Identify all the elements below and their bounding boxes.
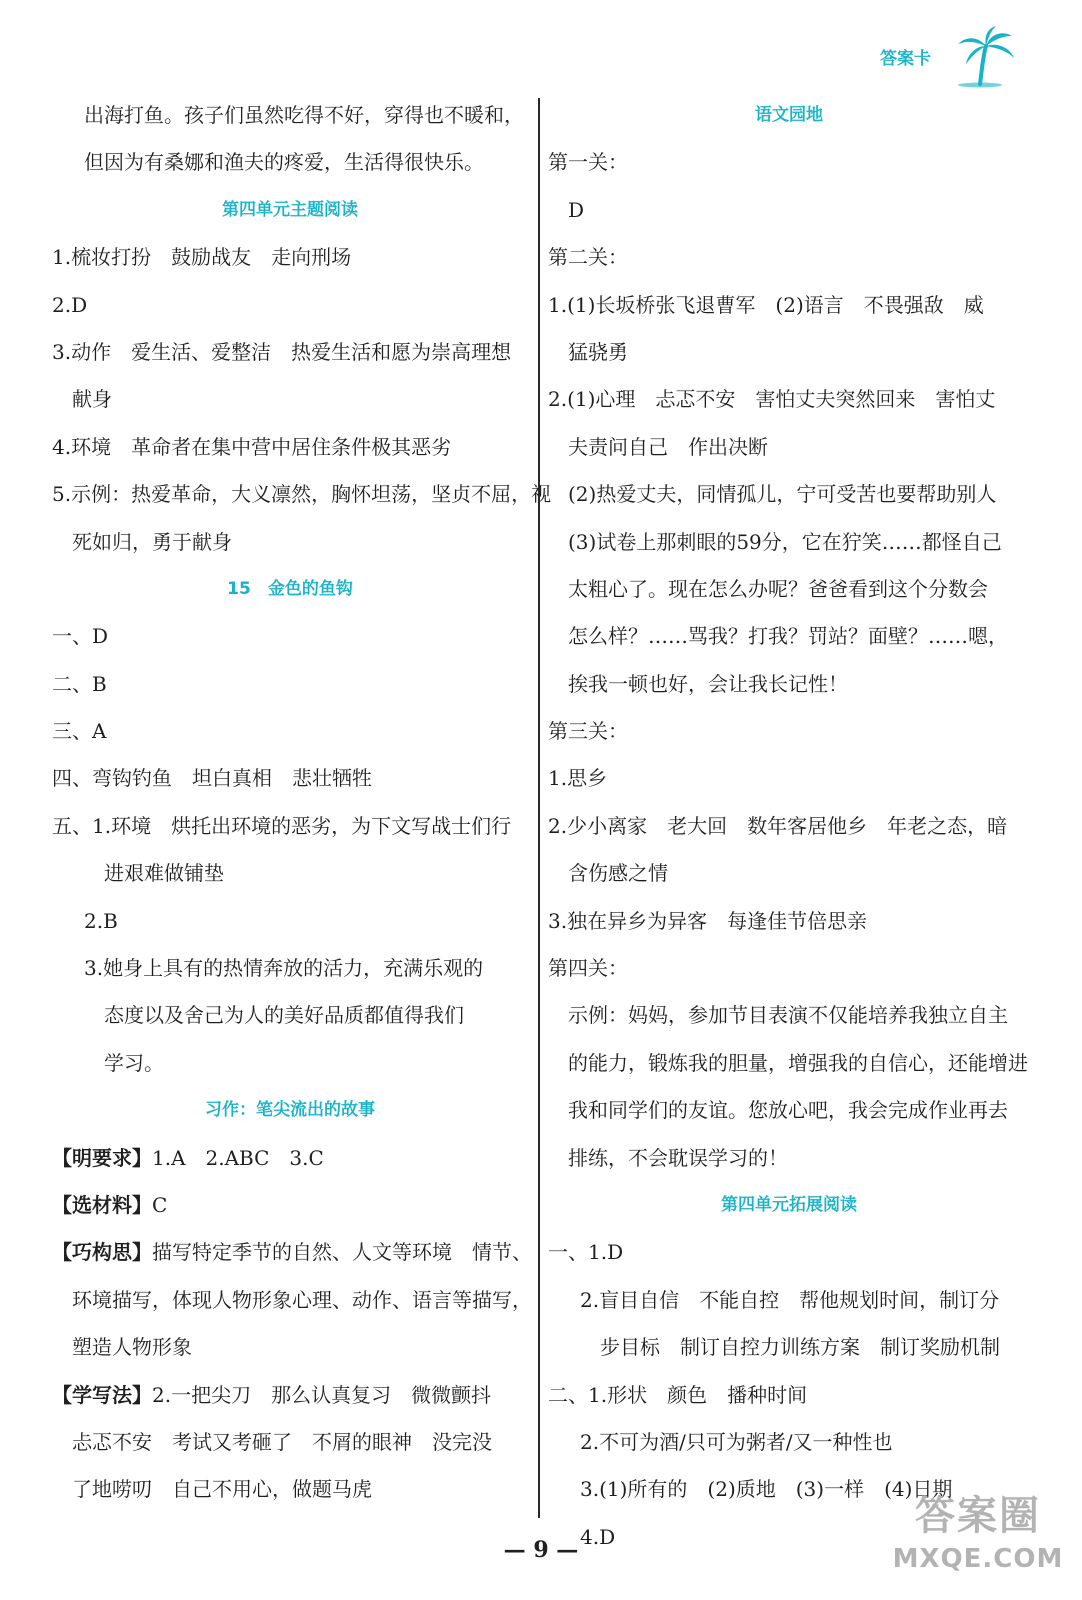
answer-line: 塑造人物形象	[72, 1335, 192, 1360]
answer-line: 怎么样？……骂我？打我？罚站？面壁？……嗯，	[568, 624, 1008, 649]
answer-line: 二、B	[52, 671, 107, 696]
answer-text: 2.一把尖刀 那么认真复习 微微颤抖	[152, 1382, 492, 1407]
answer-line: 第二关：	[548, 245, 628, 270]
answer-line: 2.不可为酒/只可为粥者/又一种性也	[580, 1429, 893, 1454]
section-heading: 第四单元主题阅读	[222, 199, 358, 220]
answer-line: 太粗心了。现在怎么办呢？爸爸看到这个分数会	[568, 576, 988, 601]
palm-tree-icon	[950, 24, 1018, 88]
answer-line: 1.(1)长坂桥张飞退曹军 (2)语言 不畏强敌 威	[548, 292, 984, 317]
answer-line: 步目标 制订自控力训练方案 制订奖励机制	[600, 1335, 1000, 1360]
answer-tag: 【学写法】	[52, 1382, 152, 1407]
answer-line: 了地唠叨 自己不用心，做题马虎	[72, 1477, 372, 1502]
answer-line: 的能力，锻炼我的胆量，增强我的自信心，还能增进	[568, 1050, 1028, 1075]
answer-line: 4.环境 革命者在集中营中居住条件极其恶劣	[52, 434, 452, 459]
answer-line: 二、1.形状 颜色 播种时间	[548, 1382, 808, 1407]
answer-line: 第三关：	[548, 719, 628, 744]
answer-line: 态度以及舍己为人的美好品质都值得我们	[104, 1003, 464, 1028]
page-number: — 9 —	[503, 1537, 579, 1563]
watermark-url: MXQE.COM	[892, 1544, 1064, 1574]
answer-line: 但因为有桑娜和渔夫的疼爱，生活得很快乐。	[84, 150, 484, 175]
answer-line: 第四关：	[548, 956, 628, 981]
answer-line: 三、A	[52, 719, 107, 744]
answer-tag: 【选材料】	[52, 1192, 152, 1217]
answer-line: 学习。	[104, 1050, 164, 1075]
answer-line: 示例：妈妈，参加节目表演不仅能培养我独立自主	[568, 1003, 1008, 1028]
answer-line: 2.D	[52, 292, 88, 317]
answer-line: 3.独在异乡为异客 每逢佳节倍思亲	[548, 908, 868, 933]
answer-line: 含伤感之情	[568, 861, 668, 886]
answer-line	[52, 1182, 528, 1229]
answer-tag: 【明要求】	[52, 1145, 152, 1170]
section-heading: 语文园地	[755, 105, 823, 125]
answer-line: 死如归，勇于献身	[72, 529, 232, 554]
watermark-title: 答案圈	[915, 1493, 1041, 1539]
answer-line: 一、1.D	[548, 1240, 624, 1265]
watermark	[888, 1490, 1068, 1590]
answer-tag: 【巧构思】	[52, 1240, 152, 1265]
section-heading: 15 金色的鱼钩	[227, 578, 353, 599]
answer-line: 排练，不会耽误学习的！	[568, 1145, 788, 1170]
answer-line: 一、D	[52, 624, 109, 649]
answer-line: 忐忑不安 考试又考砸了 不屑的眼神 没完没	[72, 1429, 492, 1454]
answer-line: 四、弯钩钓鱼 坦白真相 悲壮牺牲	[52, 766, 372, 791]
column-divider	[538, 98, 540, 1518]
answer-line: D	[568, 197, 585, 222]
answer-line: 夫责问自己 作出决断	[568, 434, 768, 459]
answer-line	[52, 1229, 532, 1276]
answer-line: 挨我一顿也好，会让我长记性！	[568, 671, 848, 696]
answer-text: C	[152, 1192, 168, 1217]
answer-text: 描写特定季节的自然、人文等环境 情节、	[152, 1240, 532, 1265]
answer-line: 3.她身上具有的热情奔放的活力，充满乐观的	[84, 956, 484, 981]
answer-line	[52, 1135, 528, 1182]
right-column	[548, 92, 1030, 1561]
answer-line: 出海打鱼。孩子们虽然吃得不好，穿得也不暖和，	[84, 103, 524, 127]
answer-text: 1.A 2.ABC 3.C	[152, 1145, 324, 1170]
answer-line: 2.(1)心理 忐忑不安 害怕丈夫突然回来 害怕丈	[548, 387, 996, 412]
answer-line: 3.(1)所有的 (2)质地 (3)一样 (4)日期	[580, 1477, 953, 1502]
answer-line: 环境描写，体现人物形象心理、动作、语言等描写，	[72, 1287, 532, 1312]
section-heading: 习作：笔尖流出的故事	[205, 1100, 375, 1121]
answer-line: 我和同学们的友谊。您放心吧，我会完成作业再去	[568, 1098, 1008, 1123]
answer-line: (3)试卷上那刺眼的59分，它在狞笑……都怪自己	[568, 529, 1002, 554]
answer-line: 第一关：	[548, 150, 628, 175]
answer-line: 4.D	[580, 1524, 616, 1549]
left-column	[52, 92, 552, 1514]
answer-line: 5.示例：热爱革命，大义凛然，胸怀坦荡，坚贞不屈，视	[52, 482, 552, 507]
answer-line: 五、1.环境 烘托出环境的恶劣，为下文写战士们行	[52, 813, 512, 838]
answer-line: 1.思乡	[548, 766, 608, 791]
answer-line: 3.动作 爱生活、爱整洁 热爱生活和愿为崇高理想	[52, 339, 512, 364]
answer-line: 2.B	[84, 908, 118, 933]
header-brand: 答案卡	[880, 49, 931, 69]
answer-line: 2.盲目自信 不能自控 帮他规划时间，制订分	[580, 1287, 1000, 1312]
answer-line: 1.梳妆打扮 鼓励战友 走向刑场	[52, 245, 352, 270]
answer-line: 献身	[72, 387, 112, 412]
answer-line: (2)热爱丈夫，同情孤儿，宁可受苦也要帮助别人	[568, 482, 997, 507]
answer-line: 猛骁勇	[568, 339, 628, 364]
section-heading: 第四单元拓展阅读	[721, 1194, 857, 1215]
answer-line	[52, 1372, 528, 1419]
answer-line: 进艰难做铺垫	[104, 861, 224, 886]
answer-line: 2.少小离家 老大回 数年客居他乡 年老之态，暗	[548, 813, 1008, 838]
